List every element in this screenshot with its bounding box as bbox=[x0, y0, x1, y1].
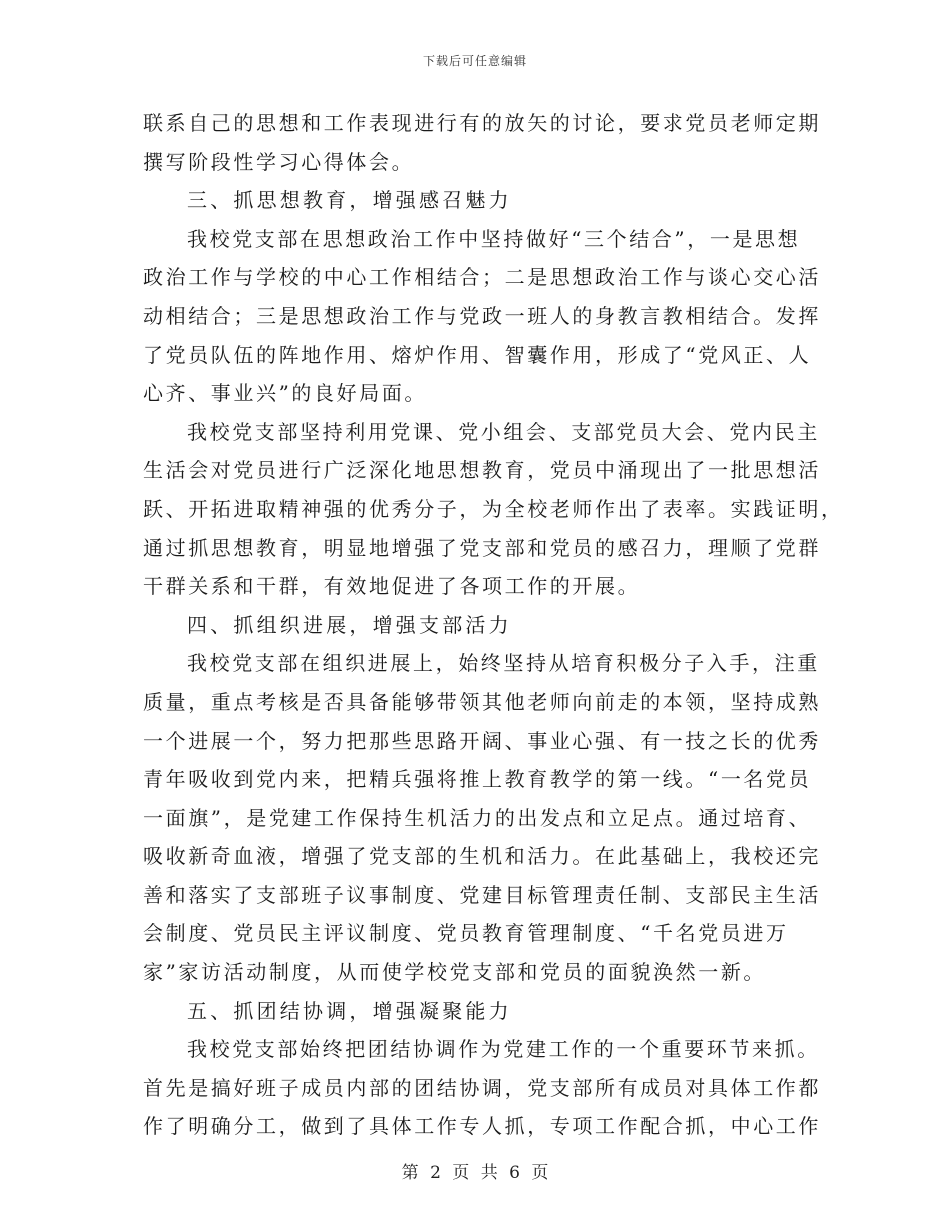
text-line: 我校党支部在思想政治工作中坚持做好“三个结合”，一是思想 bbox=[187, 226, 801, 251]
text-line: 青年吸收到党内来，把精兵强将推上教育教学的第一线。“一名党员 bbox=[143, 767, 812, 792]
text-line: 撰写阶段性学习心得体会。 bbox=[143, 149, 415, 174]
text-line: 首先是搞好班子成员内部的团结协调，党支部所有成员对具体工作都 bbox=[143, 1075, 821, 1100]
section-heading: 三、抓思想教育，增强感召魅力 bbox=[187, 188, 512, 213]
text-line: 动相结合；三是思想政治工作与党政一班人的身教言教相结合。发挥 bbox=[143, 303, 821, 328]
text-line: 干群关系和干群，有效地促进了各项工作的开展。 bbox=[143, 574, 641, 599]
text-line: 一个进展一个，努力把那些思路开阔、事业心强、有一技之长的优秀 bbox=[143, 728, 821, 753]
text-line: 跃、开拓进取精神强的优秀分子，为全校老师作出了表率。实践证明， bbox=[143, 496, 844, 521]
text-line: 我校党支部在组织进展上，始终坚持从培育积极分子入手，注重 bbox=[187, 651, 820, 676]
text-line: 联系自己的思想和工作表现进行有的放矢的讨论，要求党员老师定期 bbox=[143, 111, 821, 135]
text-line: 政治工作与学校的中心工作相结合；二是思想政治工作与谈心交心活 bbox=[143, 265, 821, 290]
text-line: 善和落实了支部班子议事制度、党建目标管理责任制、支部民主生活 bbox=[143, 882, 821, 907]
text-line: 质量，重点考核是否具备能够带领其他老师向前走的本领，坚持成熟 bbox=[143, 689, 821, 714]
text-line: 吸收新奇血液，增强了党支部的生机和活力。在此基础上，我校还完 bbox=[143, 844, 821, 869]
text-line: 了党员队伍的阵地作用、熔炉作用、智囊作用，形成了“党风正、人 bbox=[143, 342, 812, 367]
text-line: 一面旗”，是党建工作保持生机活力的出发点和立足点。通过培育、 bbox=[143, 805, 812, 830]
page-footer: 第 2 页 共 6 页 bbox=[401, 1163, 549, 1183]
section-heading: 四、抓组织进展，增强支部活力 bbox=[187, 612, 512, 637]
text-line: 我校党支部坚持利用党课、党小组会、支部党员大会、党内民主 bbox=[187, 419, 820, 444]
text-line: 生活会对党员进行广泛深化地思想教育，党员中涌现出了一批思想活 bbox=[143, 458, 821, 483]
section-heading: 五、抓团结协调，增强凝聚能力 bbox=[187, 998, 512, 1023]
text-line: 家”家访活动制度，从而使学校党支部和党员的面貌涣然一新。 bbox=[143, 960, 767, 985]
page-header: 下载后可任意编辑 bbox=[422, 54, 527, 68]
text-line: 会制度、党员民主评议制度、党员教育管理制度、“千名党员进万 bbox=[143, 921, 789, 946]
body-text bbox=[143, 104, 844, 1146]
text-line: 我校党支部始终把团结协调作为党建工作的一个重要环节来抓。 bbox=[187, 1037, 820, 1062]
text-line: 作了明确分工，做到了具体工作专人抓，专项工作配合抓，中心工作 bbox=[143, 1114, 821, 1139]
text-line: 心齐、事业兴”的良好局面。 bbox=[143, 381, 428, 406]
text-line: 通过抓思想教育，明显地增强了党支部和党员的感召力，理顺了党群 bbox=[143, 535, 821, 560]
